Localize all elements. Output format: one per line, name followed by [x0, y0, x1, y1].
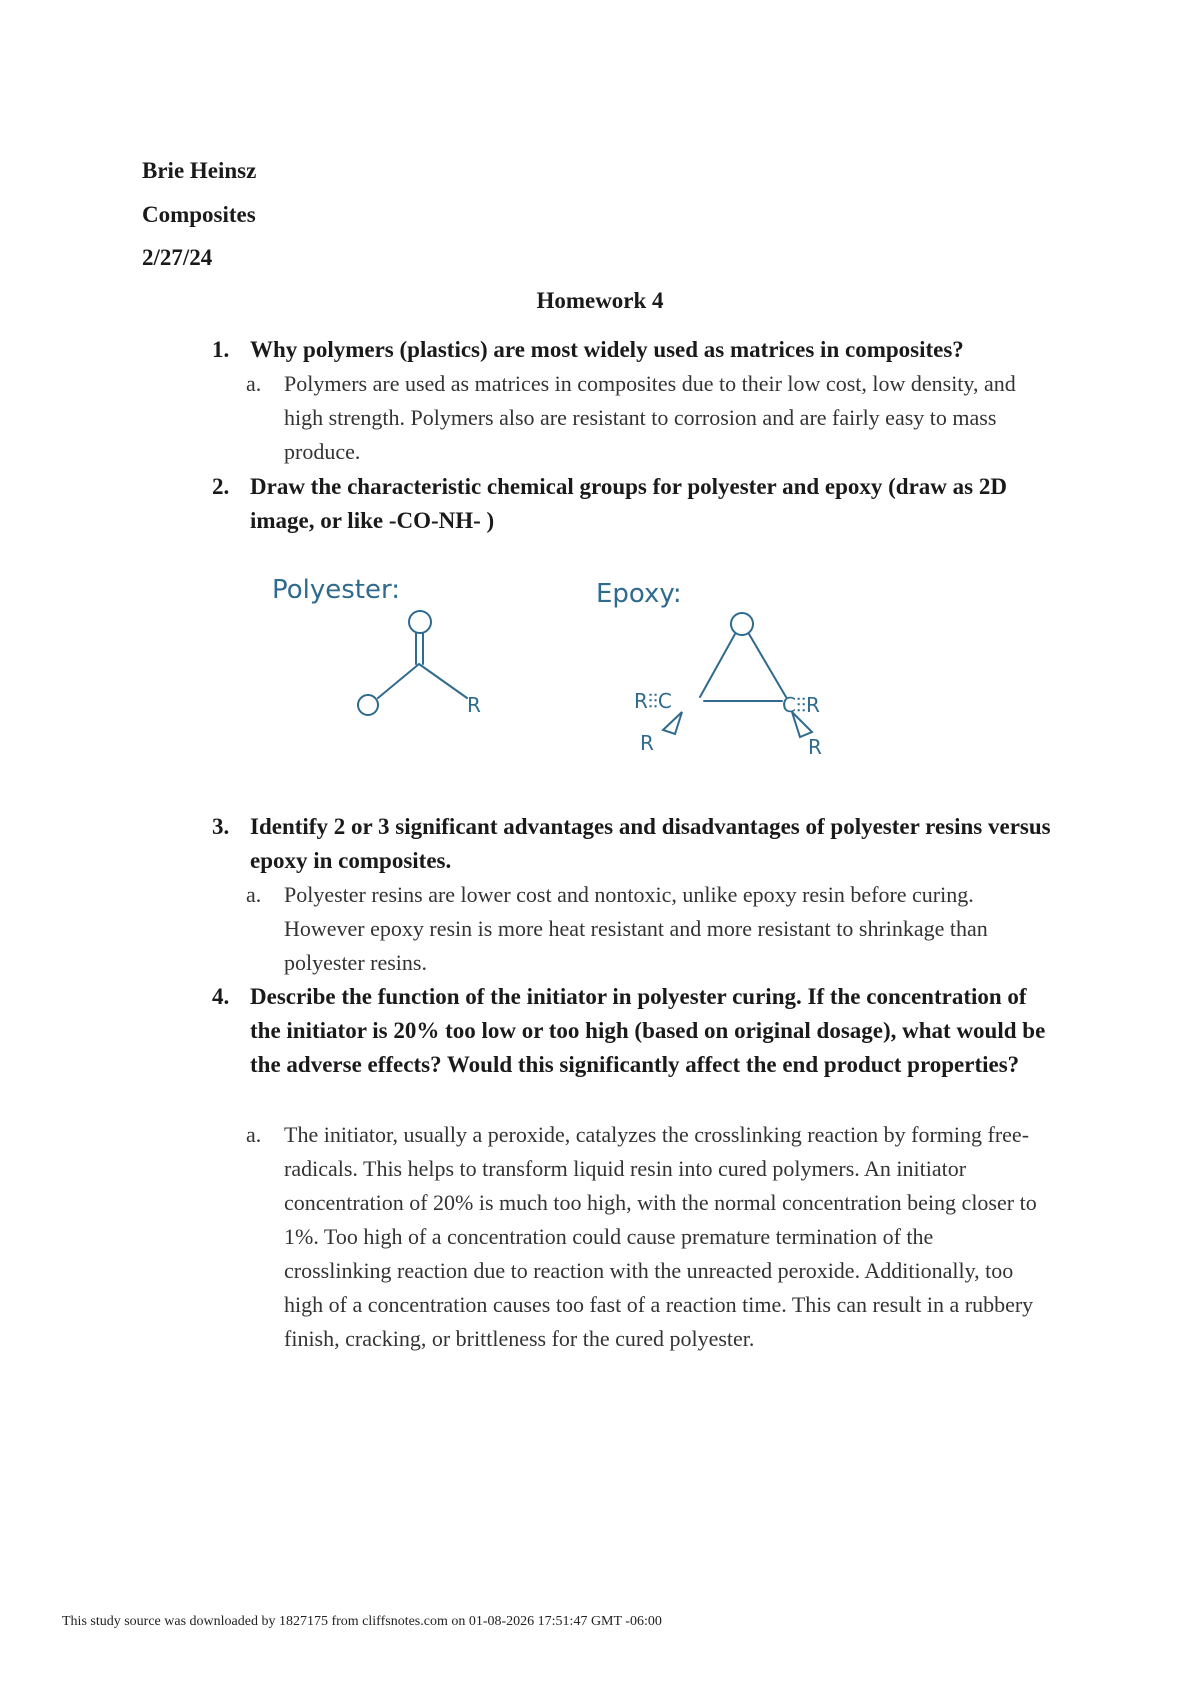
epoxy-wedge-left — [663, 712, 682, 734]
date: 2/27/24 — [142, 245, 213, 270]
polyester-bond-to-r — [419, 664, 467, 698]
question-number: 2. — [212, 474, 230, 499]
epoxy-ring-oxygen — [731, 613, 753, 635]
epoxy-left-carbon: R⫶⫶C — [634, 689, 672, 713]
polyester-ester-oxygen — [358, 695, 378, 715]
question-1 — [212, 333, 1062, 367]
question-2 — [212, 470, 1062, 538]
question-3 — [212, 810, 1062, 878]
answer-1 — [246, 367, 1046, 469]
answer-text: Polymers are used as matrices in composites due to their low cost, low density, and high strength. Polymers also are resistant to corrosion and are fairly easy to mass produce. — [284, 371, 1016, 464]
answer-letter: a. — [246, 371, 262, 396]
epoxy-bond-right — [749, 634, 786, 697]
answer-3 — [246, 878, 1046, 980]
answer-letter: a. — [246, 882, 262, 907]
question-text: Identify 2 or 3 significant advantages and disadvantages of polyester resins versus epoxy in composites. — [250, 814, 1051, 873]
polyester-bond-to-oxygen — [378, 664, 419, 698]
epoxy-label: Epoxy: — [596, 579, 682, 609]
chemical-structures-sketch — [0, 560, 1200, 820]
epoxy-right-carbon: C⫶⫶R — [782, 693, 820, 717]
question-number: 4. — [212, 984, 230, 1009]
download-footer: This study source was downloaded by 1827175 from cliffsnotes.com on 01-08-2026 17:51:47 GMT -06:00 — [62, 1614, 662, 1629]
question-text: Draw the characteristic chemical groups for polyester and epoxy (draw as 2D image, or like -CO-NH- ) — [250, 474, 1007, 533]
answer-text: Polyester resins are lower cost and nontoxic, unlike epoxy resin before curing. However epoxy resin is more heat resistant and more resistant to shrinkage than polyester resins. — [284, 882, 988, 975]
course-name: Composites — [142, 202, 256, 227]
epoxy-r-lower-left: R — [640, 731, 654, 755]
question-number: 3. — [212, 814, 230, 839]
page-title: Homework 4 — [536, 288, 664, 313]
question-text: Describe the function of the initiator in polyester curing. If the concentration of the initiator is 20% too low or too high (based on original dosage), what would be the adverse effects? Would this significantly affect the end product properties? — [250, 984, 1046, 1077]
epoxy-r-lower-right: R — [808, 735, 822, 759]
question-number: 1. — [212, 337, 230, 362]
polyester-carbonyl-oxygen — [409, 611, 431, 633]
polyester-r-group: R — [467, 693, 481, 717]
answer-text: The initiator, usually a peroxide, catalyzes the crosslinking reaction by forming free-radicals. This helps to transform liquid resin into cured polymers. An initiator concentration of 20% is much too high, with the normal concentration being closer to 1%. Too high of a concentration could cause premature termination of the crosslinking reaction due to reaction with the unreacted peroxide. Additionally, too high of a concentration causes too fast of a reaction time. This can result in a rubbery finish, cracking, or brittleness for the cured polyester. — [284, 1122, 1037, 1351]
epoxy-bond-left — [700, 634, 735, 697]
answer-letter: a. — [246, 1122, 262, 1147]
question-4 — [212, 980, 1062, 1082]
polyester-label: Polyester: — [272, 575, 400, 605]
student-name: Brie Heinsz — [142, 158, 257, 183]
question-text: Why polymers (plastics) are most widely used as matrices in composites? — [250, 337, 964, 362]
answer-4 — [246, 1118, 1046, 1356]
